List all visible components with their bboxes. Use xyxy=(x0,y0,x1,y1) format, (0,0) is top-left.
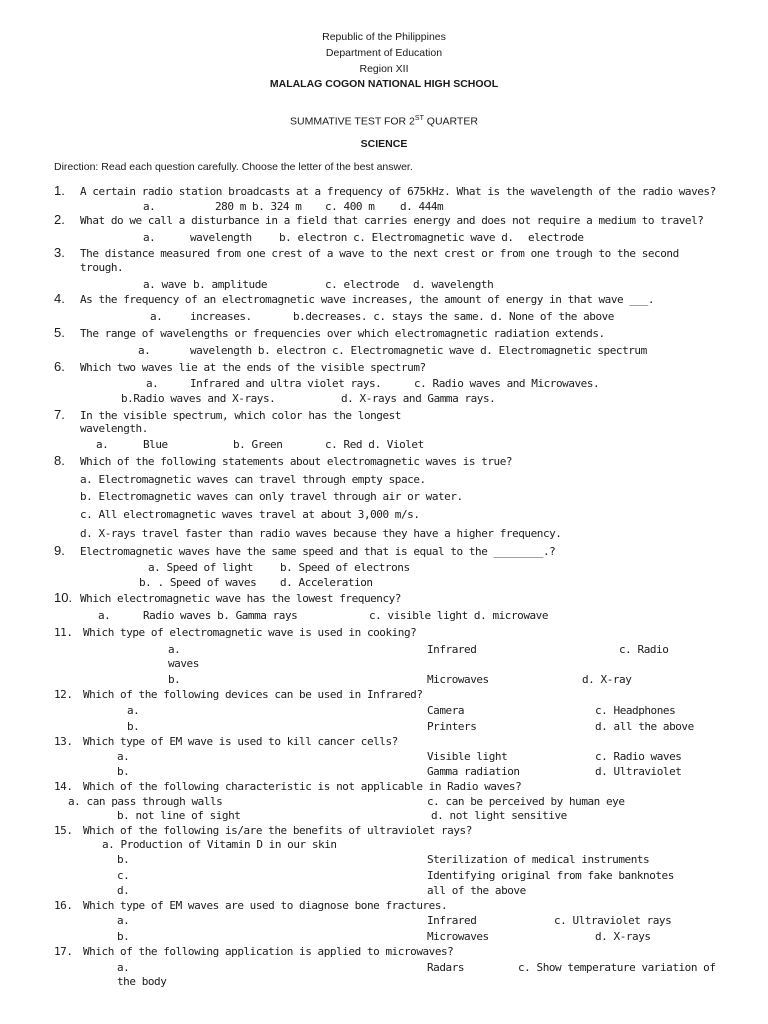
choice-label: d. xyxy=(117,884,130,897)
question-text: The distance measured from one crest of a wave to the next crest or from one trough to the second xyxy=(80,247,679,260)
choice-text: b. . Speed of waves xyxy=(139,576,257,589)
choice-text: c. Radio waves xyxy=(595,750,682,763)
choice-label: a. xyxy=(143,200,156,213)
choice-text: b. amplitude xyxy=(193,278,268,291)
choice-label: a. xyxy=(143,231,156,244)
choice-text: a. can pass through walls xyxy=(68,795,223,808)
header-school: MALALAG COGON NATIONAL HIGH SCHOOL xyxy=(269,78,499,90)
question-text: Which of the following characteristic is not applicable in Radio waves? xyxy=(83,780,522,793)
question-text: What do we call a disturbance in a field that carries energy and does not require a medium to travel? xyxy=(80,214,704,227)
choice-text: wavelength xyxy=(190,231,252,244)
choice-text: a. Speed of light xyxy=(148,561,253,574)
question-text: A certain radio station broadcasts at a frequency of 675kHz. What is the wavelength of the radio waves? xyxy=(80,185,716,198)
question-text: Which type of EM wave is used to kill cancer cells? xyxy=(83,735,398,748)
choice-text: c. Show temperature variation of xyxy=(518,961,716,974)
choice-text: Printers xyxy=(427,720,477,733)
question-number: 3. xyxy=(54,245,65,260)
question-number: 12. xyxy=(54,688,73,701)
choice-text: the body xyxy=(117,975,167,988)
question-number: 7. xyxy=(54,407,65,422)
choice-text: c. electrode xyxy=(325,278,400,291)
choice-label: b. xyxy=(117,930,130,943)
choice-text: b. not line of sight xyxy=(117,809,241,822)
choice-label: b. xyxy=(168,673,181,686)
question-number: 1. xyxy=(54,183,65,198)
question-number: 5. xyxy=(54,325,65,340)
question-text: Electromagnetic waves have the same speed and that is equal to the ________.? xyxy=(80,545,556,558)
question-number: 14. xyxy=(54,780,73,793)
choice-text: d. wavelength xyxy=(413,278,494,291)
choice-text: d. Acceleration xyxy=(280,576,373,589)
choice-text: Gamma radiation xyxy=(427,765,520,778)
question-number: 16. xyxy=(54,899,73,912)
question-number: 4. xyxy=(54,291,65,306)
choice-text: d. X-ray xyxy=(582,673,632,686)
choice-text: c. Radio waves and Microwaves. xyxy=(414,377,600,390)
question-number: 8. xyxy=(54,453,65,468)
choice-text: b. electron c. Electromagnetic wave d. xyxy=(279,231,514,244)
choice-label: a. xyxy=(150,310,163,323)
choice-text: Infrared xyxy=(427,914,477,927)
header-republic: Republic of the Philippines xyxy=(322,31,446,43)
question-text-continued: trough. xyxy=(80,261,124,274)
choice-text: Sterilization of medical instruments xyxy=(427,853,650,866)
choice-label: a. xyxy=(127,704,140,717)
question-text: Which two waves lie at the ends of the visible spectrum? xyxy=(80,361,426,374)
choice-text: Radars xyxy=(427,961,465,974)
choice-text: d. 444m xyxy=(400,200,444,213)
choice-label: a. xyxy=(117,961,130,974)
question-number: 13. xyxy=(54,735,73,748)
header-department: Department of Education xyxy=(325,47,443,59)
choice-text: d. X-rays and Gamma rays. xyxy=(341,392,496,405)
choice-label: b. xyxy=(127,720,140,733)
choice-label: a. xyxy=(96,438,109,451)
question-text: The range of wavelengths or frequencies over which electromagnetic radiation extends. xyxy=(80,327,605,340)
choice-text: b.Radio waves and X-rays. xyxy=(121,392,276,405)
test-title: SUMMATIVE TEST FOR 2ST QUARTER xyxy=(290,115,478,128)
choice-text: b. Green xyxy=(233,438,283,451)
question-text: In the visible spectrum, which color has the longest xyxy=(80,409,401,422)
question-number: 6. xyxy=(54,359,65,374)
choice-text: Blue xyxy=(143,438,168,451)
choice-text: electrode xyxy=(528,231,584,244)
question-text: Which of the following is/are the benefits of ultraviolet rays? xyxy=(83,824,472,837)
choice-label: a. xyxy=(98,609,111,622)
question-text: Which electromagnetic wave has the lowest frequency? xyxy=(80,592,401,605)
choice-text: b.decreases. c. stays the same. d. None of the above xyxy=(293,310,614,323)
choice-text: c. Ultraviolet rays xyxy=(554,914,672,927)
choice-label: a. xyxy=(138,344,151,357)
choice-text: Radio waves b. Gamma rays xyxy=(143,609,298,622)
question-number: 9. xyxy=(54,543,65,558)
choice-text: Camera xyxy=(427,704,465,717)
choice-text: a. Electromagnetic waves can travel through empty space. xyxy=(80,473,426,486)
choice-text: a. Production of Vitamin D in our skin xyxy=(102,838,337,851)
question-text: Which of the following statements about electromagnetic waves is true? xyxy=(80,455,513,468)
choice-label: c. xyxy=(117,869,130,882)
question-number: 17. xyxy=(54,945,73,958)
question-number: 15. xyxy=(54,824,73,837)
choice-label: a. xyxy=(117,914,130,927)
choice-text: increases. xyxy=(190,310,252,323)
question-text: As the frequency of an electromagnetic wave increases, the amount of energy in that wave ___. xyxy=(80,293,655,306)
choice-label: b. xyxy=(117,853,130,866)
choice-text: c. Radio xyxy=(619,643,669,656)
question-number: 10. xyxy=(54,590,73,605)
choice-text: Microwaves xyxy=(427,930,489,943)
choice-text: d. Ultraviolet xyxy=(595,765,682,778)
choice-text: c. visible light d. microwave xyxy=(369,609,549,622)
choice-text: Infrared and ultra violet rays. xyxy=(190,377,382,390)
question-text-continued: wavelength. xyxy=(80,422,148,435)
question-text: Which of the following devices can be used in Infrared? xyxy=(83,688,423,701)
choice-text: wavelength b. electron c. Electromagnetic wave d. Electromagnetic spectrum xyxy=(190,344,647,357)
choice-label: a. xyxy=(117,750,130,763)
choice-text: b. Speed of electrons xyxy=(280,561,410,574)
choice-text: all of the above xyxy=(427,884,526,897)
question-text: Which of the following application is applied to microwaves? xyxy=(83,945,454,958)
direction-text: Direction: Read each question carefully. Choose the letter of the best answer. xyxy=(54,161,413,173)
choice-text: c. Headphones xyxy=(595,704,676,717)
choice-text: d. not light sensitive xyxy=(431,809,567,822)
choice-text: d. all the above xyxy=(595,720,694,733)
choice-text: c. can be perceived by human eye xyxy=(427,795,625,808)
choice-text: Infrared xyxy=(427,643,477,656)
choice-text: b. Electromagnetic waves can only travel through air or water. xyxy=(80,490,463,503)
choice-label: b. xyxy=(117,765,130,778)
subject-title: SCIENCE xyxy=(360,138,408,150)
choice-label: a. xyxy=(168,643,181,656)
question-number: 11. xyxy=(54,626,73,639)
question-number: 2. xyxy=(54,212,65,227)
header-region: Region XII xyxy=(359,63,409,75)
choice-label: a. xyxy=(146,377,159,390)
question-text: Which type of electromagnetic wave is used in cooking? xyxy=(83,626,417,639)
question-text: Which type of EM waves are used to diagnose bone fractures. xyxy=(83,899,448,912)
choice-text: c. All electromagnetic waves travel at about 3,000 m/s. xyxy=(80,508,420,521)
choice-text: Visible light xyxy=(427,750,508,763)
choice-text: d. X-rays travel faster than radio waves because they have a higher frequency. xyxy=(80,527,562,540)
choice-text: c. 400 m xyxy=(325,200,375,213)
choice-text: d. X-rays xyxy=(595,930,651,943)
choice-text: c. Red d. Violet xyxy=(325,438,424,451)
choice-text: waves xyxy=(168,657,199,670)
choice-text: Microwaves xyxy=(427,673,489,686)
choice-text: a. wave xyxy=(143,278,187,291)
choice-text: 280 m b. 324 m xyxy=(215,200,302,213)
choice-text: Identifying original from fake banknotes xyxy=(427,869,674,882)
